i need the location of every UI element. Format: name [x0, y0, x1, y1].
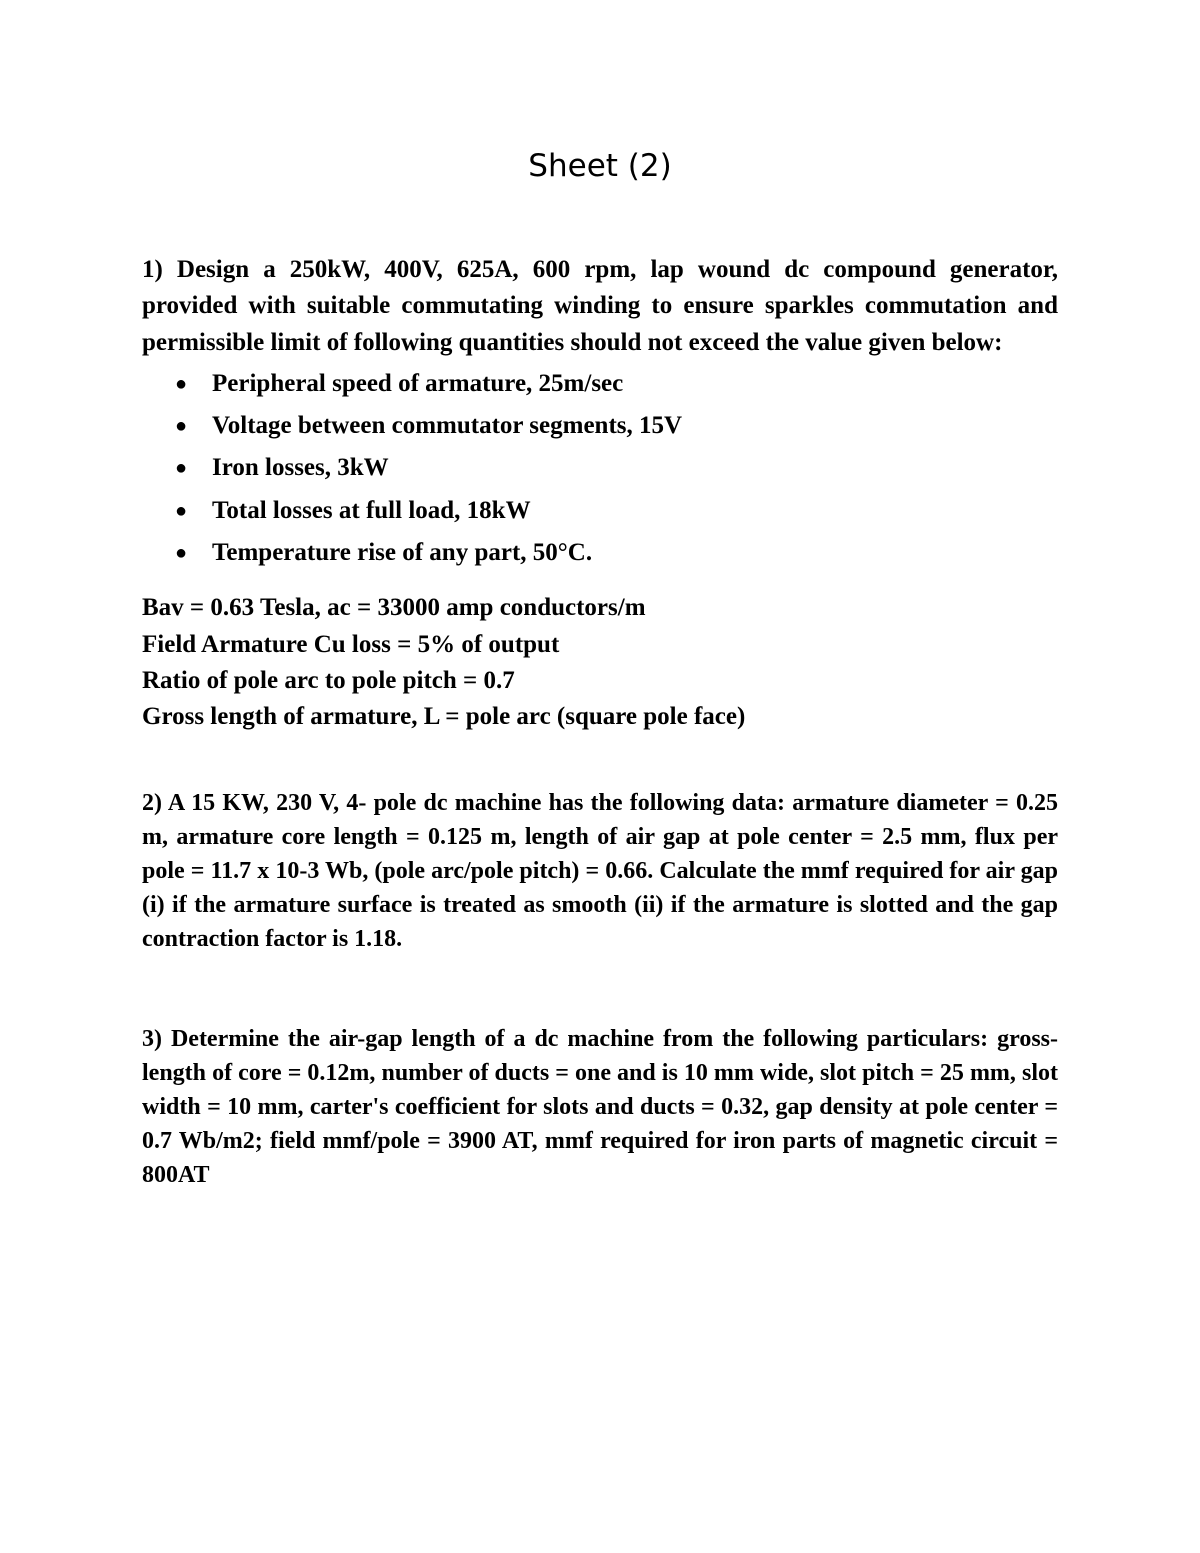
list-item-text: Iron losses, 3kW — [212, 454, 389, 482]
list-item-text: Peripheral speed of armature, 25m/sec — [212, 369, 624, 397]
question-3: 3) Determine the air-gap length of a dc machine from the following particulars: gross-length of core = 0.12m, number of ducts = one and is 10 mm wide, slot pitch = 25 mm, slot width = 10 mm, carter's coefficient for slots and ducts = 0.32, gap density at pole center = 0.7 Wb/m2; field mmf/pole = 3900 AT, mmf required for iron parts of magnetic circuit = 800AT — [142, 1026, 1058, 1188]
bullet-icon: ● — [175, 542, 188, 565]
parameter-line: Field Armature Cu loss = 5% of output — [142, 630, 560, 658]
question-1-parameters — [142, 590, 1058, 735]
parameter-line: Gross length of armature, L = pole arc (square pole face) — [142, 703, 746, 731]
list-item — [142, 532, 1058, 574]
parameter-line: Ratio of pole arc to pole pitch = 0.7 — [142, 666, 515, 694]
bullet-icon: ● — [175, 457, 188, 480]
list-item-text: Total losses at full load, 18kW — [212, 496, 531, 524]
bullet-icon: ● — [175, 372, 188, 395]
list-item — [142, 447, 1058, 489]
bullet-icon: ● — [175, 415, 188, 438]
question-1-intro: 1) Design a 250kW, 400V, 625A, 600 rpm, lap wound dc compound generator, provided with suitable commutating winding to ensure sparkles commutation and permissible limit of following quantities should not exceed the value given below: — [142, 256, 1058, 356]
page-title: Sheet (2) — [528, 148, 672, 184]
bullet-icon: ● — [175, 499, 188, 522]
parameter-line: Bav = 0.63 Tesla, ac = 33000 amp conductors/m — [142, 594, 646, 622]
question-1-limits-list — [142, 363, 1058, 574]
question-2: 2) A 15 KW, 230 V, 4- pole dc machine has the following data: armature diameter = 0.25 m, armature core length = 0.125 m, length of air gap at pole center = 2.5 mm, flux per pole = 11.7 x 10-3 Wb, (pole arc/pole pitch) = 0.66. Calculate the mmf required for air gap (i) if the armature surface is treated as smooth (ii) if the armature is slotted and the gap contraction factor is 1.18. — [142, 790, 1058, 952]
list-item-text: Temperature rise of any part, 50°C. — [212, 539, 593, 567]
list-item — [142, 405, 1058, 447]
list-item — [142, 363, 1058, 405]
question-1 — [142, 252, 1058, 736]
list-item — [142, 490, 1058, 532]
list-item-text: Voltage between commutator segments, 15V — [212, 412, 683, 440]
